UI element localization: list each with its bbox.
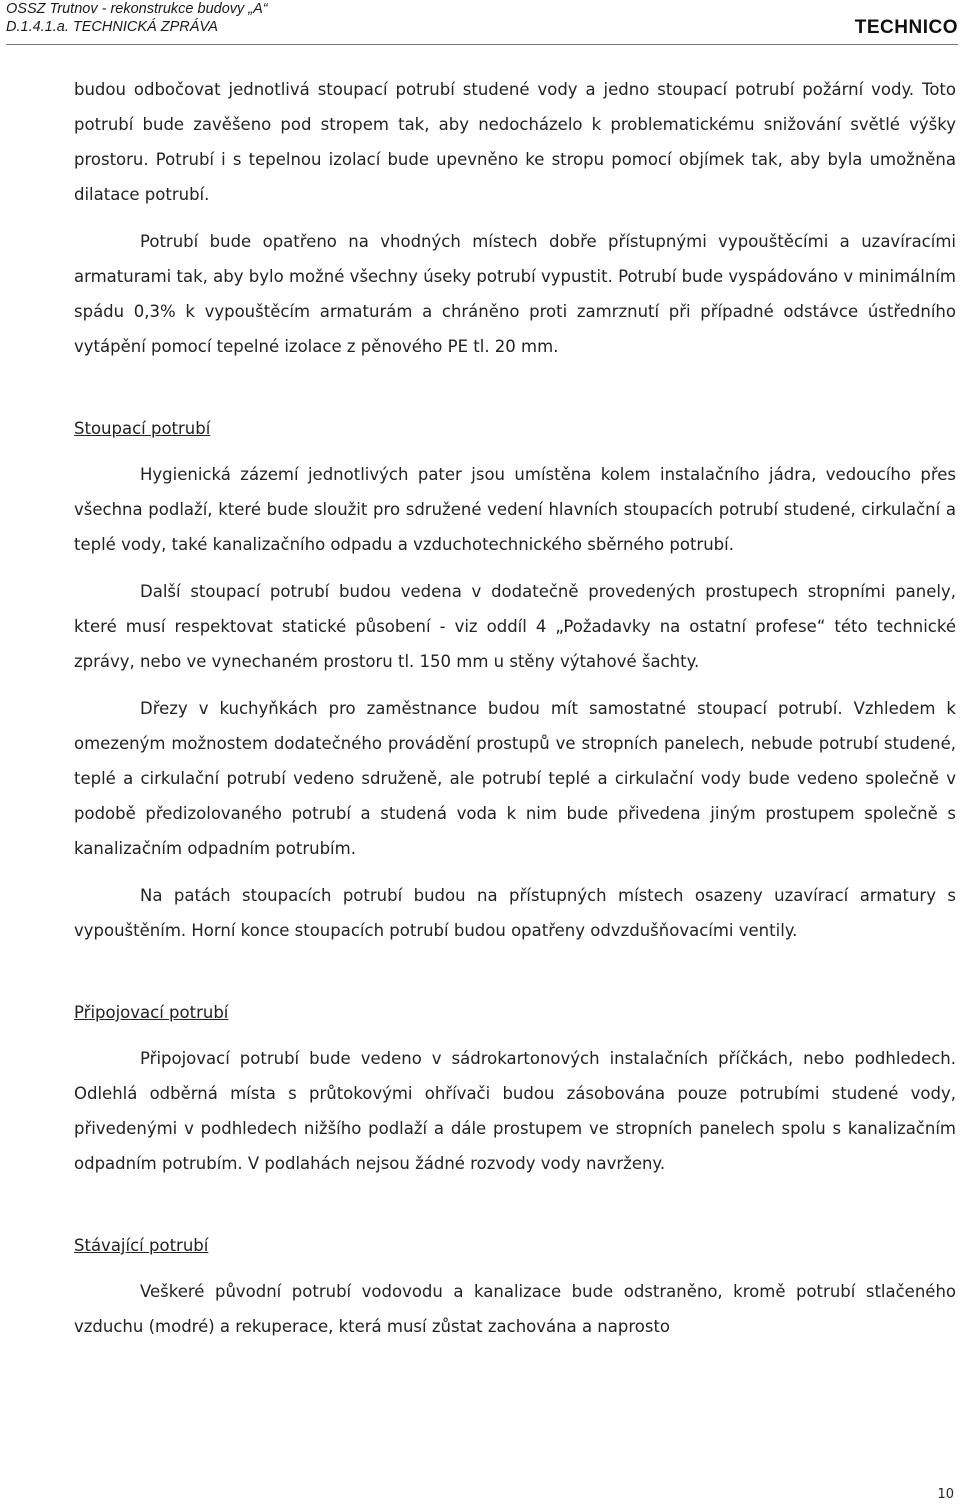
paragraph-stoupaci-4: Na patách stoupacích potrubí budou na přístupných místech osazeny uzavírací armatury s vypouštěním. Horní konce stoupacích potrubí budou opatřeny odvzdušňovacími ventily. <box>74 886 956 940</box>
paragraph-stoupaci-3: Dřezy v kuchyňkách pro zaměstnance budou mít samostatné stoupací potrubí. Vzhledem k omezeným možnostem dodatečného provádění prostupů ve stropních panelech, nebude potrubí studené, teplé a cirkulační potrubí vedeno sdruženě, ale potrubí teplé a cirkulační vody bude vedeno společně v podobě předizolovaného potrubí a studená voda k nim bude přivedena jiným prostupem společně s kanalizačním odpadním potrubím. <box>74 699 956 858</box>
section-title-stavajici: Stávající potrubí <box>74 1236 209 1255</box>
document-body <box>74 72 956 1344</box>
page-number: 10 <box>937 1487 954 1502</box>
section-title-pripojovaci: Připojovací potrubí <box>74 1003 229 1022</box>
paragraph-stavajici-1: Veškeré původní potrubí vodovodu a kanalizace bude odstraněno, kromě potrubí stlačeného vzduchu (modré) a rekuperace, která musí zůstat zachována a naprosto <box>74 1282 956 1336</box>
company-logo-text: TECHNICO <box>854 17 958 38</box>
page-header <box>6 0 958 45</box>
section-title-stoupaci: Stoupací potrubí <box>74 419 211 438</box>
paragraph-intro-2: Potrubí bude opatřeno na vhodných místech dobře přístupnými vypouštěcími a uzavíracími armaturami tak, aby bylo možné všechny úseky potrubí vypustit. Potrubí bude vyspádováno v minimálním spádu 0,3% k vypouštěcím armaturám a chráněno proti zamrznutí při případné odstávce ústředního vytápění pomocí tepelné izolace z pěnového PE tl. 20 mm. <box>74 232 956 356</box>
paragraph-stoupaci-2: Další stoupací potrubí budou vedena v dodatečně provedených prostupech stropními panely, které musí respektovat statické působení - viz oddíl 4 „Požadavky na ostatní profese“ této technické zprávy, nebo ve vynechaném prostoru tl. 150 mm u stěny výtahové šachty. <box>74 582 956 671</box>
document-code: D.1.4.1.a. TECHNICKÁ ZPRÁVA <box>6 19 218 35</box>
paragraph-stoupaci-1: Hygienická zázemí jednotlivých pater jsou umístěna kolem instalačního jádra, vedoucího přes všechna podlaží, které bude sloužit pro sdružené vedení hlavních stoupacích potrubí studené, cirkulační a teplé vody, také kanalizačního odpadu a vzduchotechnického sběrného potrubí. <box>74 465 956 554</box>
project-title: OSSZ Trutnov - rekonstrukce budovy „A“ <box>6 1 268 17</box>
paragraph-pripojovaci-1: Připojovací potrubí bude vedeno v sádrokartonových instalačních příčkách, nebo podhledech. Odlehlá odběrná místa s průtokovými ohřívači budou zásobována pouze potrubími studené vody, přivedenými v podhledech nižšího podlaží a dále prostupem ve stropních panelech spolu s kanalizačním odpadním potrubím. V podlahách nejsou žádné rozvody vody navrženy. <box>74 1049 956 1173</box>
paragraph-intro-1: budou odbočovat jednotlivá stoupací potrubí studené vody a jedno stoupací potrubí požární vody. Toto potrubí bude zavěšeno pod stropem tak, aby nedocházelo k problematickému snižování světlé výšky prostoru. Potrubí i s tepelnou izolací bude upevněno ke stropu pomocí objímek tak, aby byla umožněna dilatace potrubí. <box>74 80 956 204</box>
